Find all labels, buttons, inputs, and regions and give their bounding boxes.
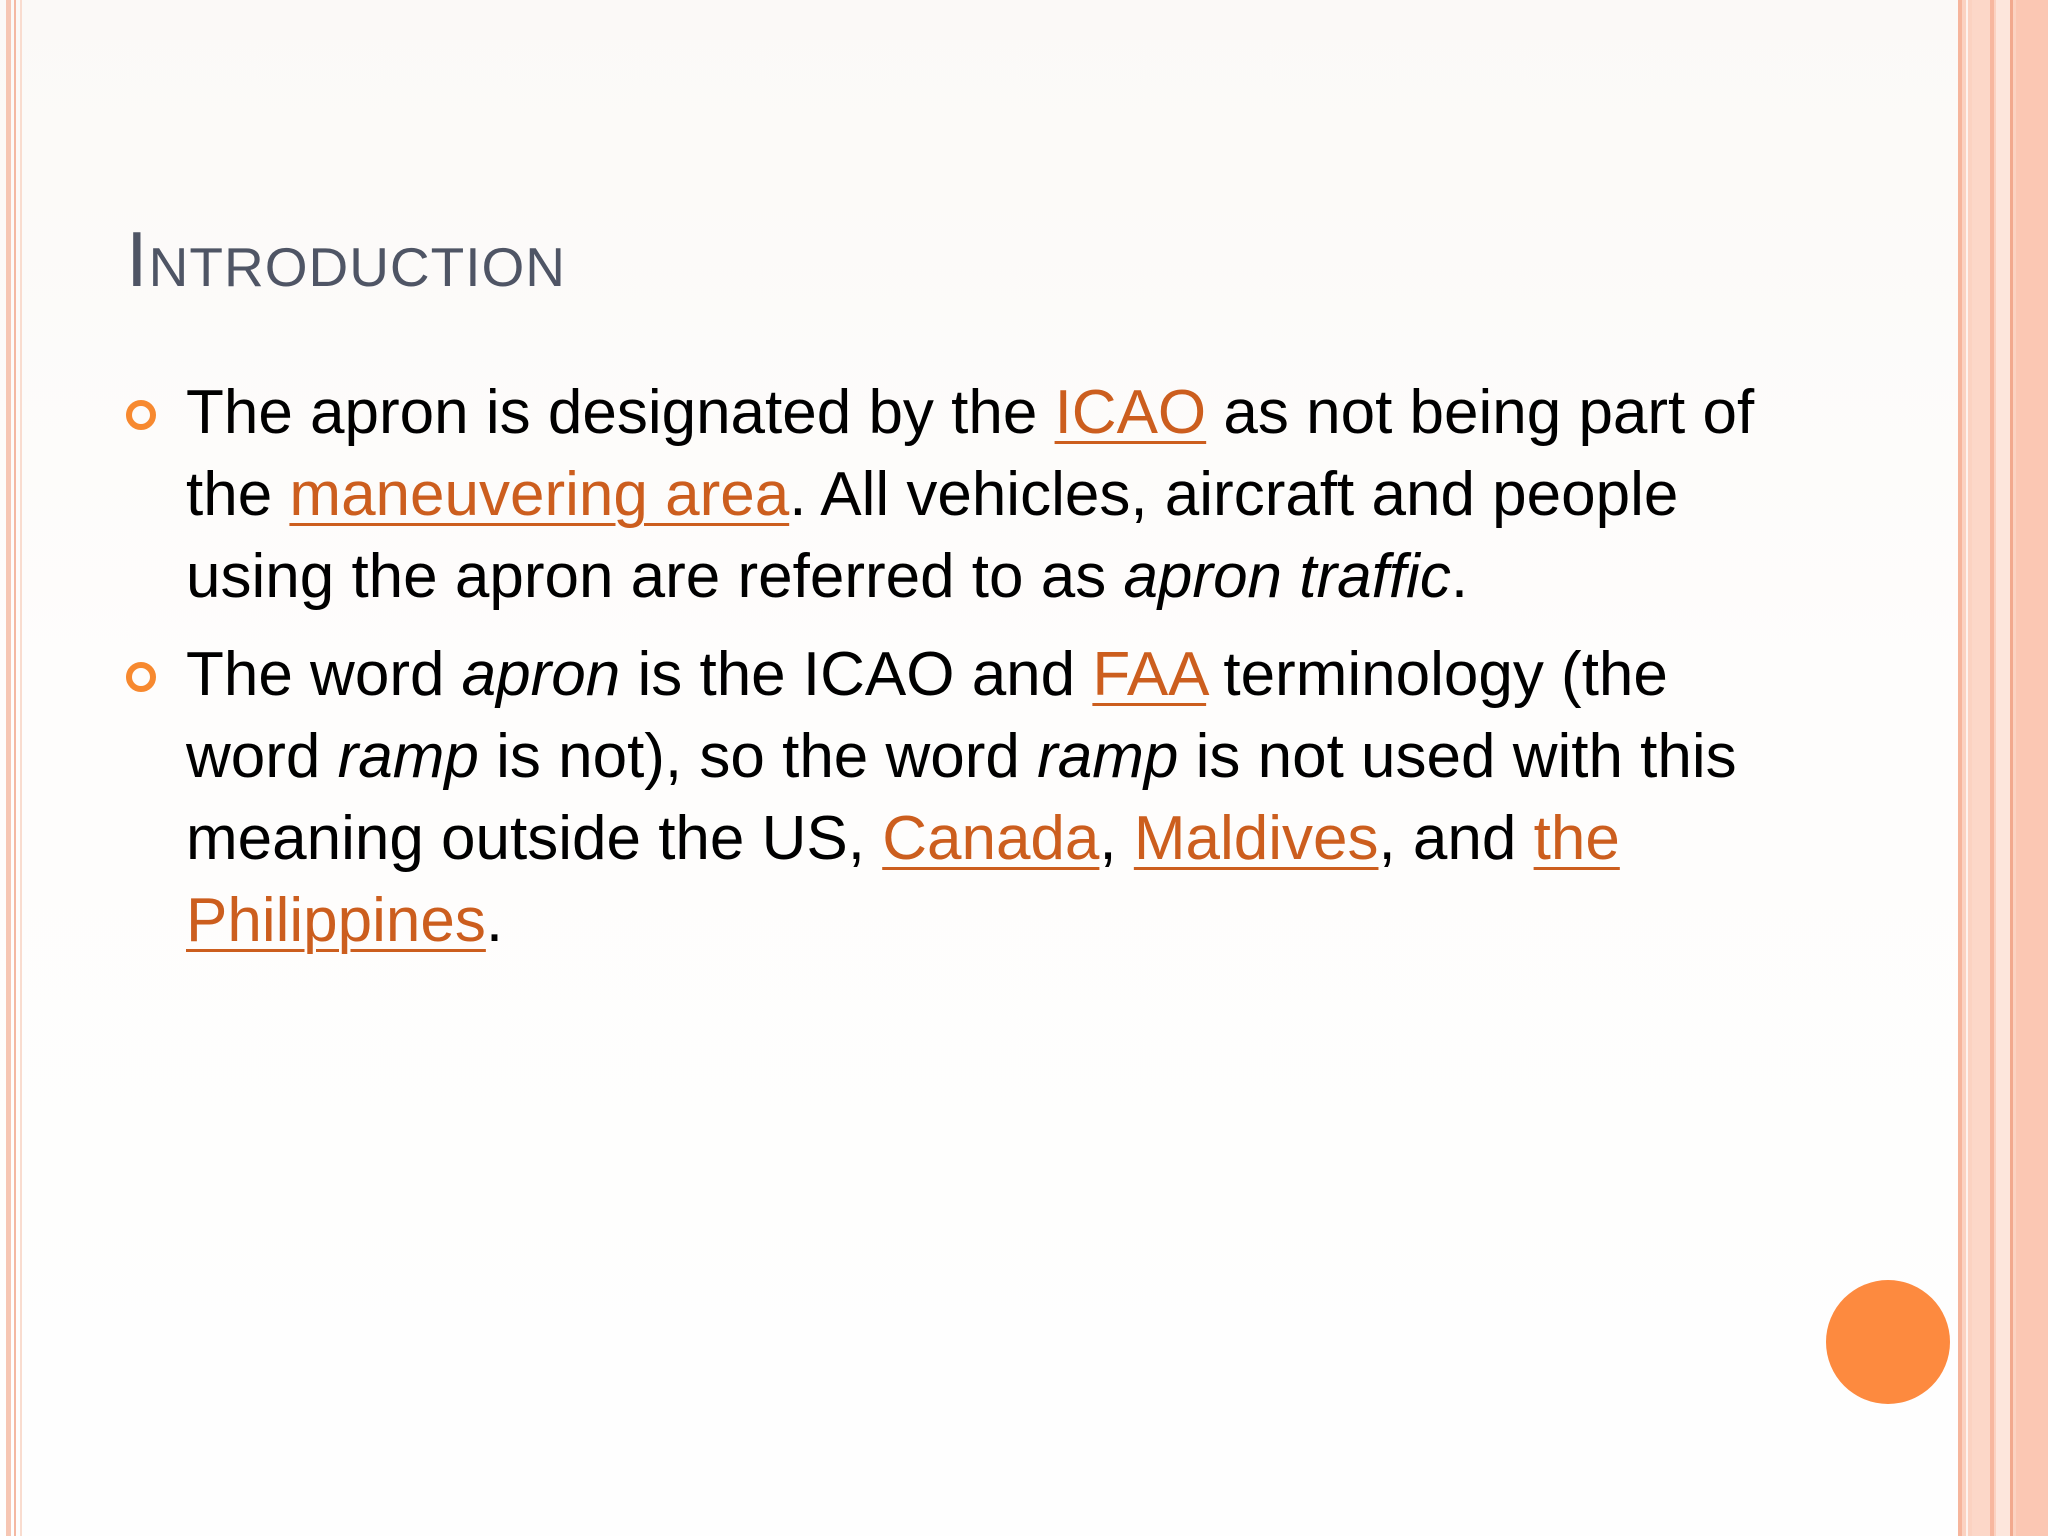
bullet-text: , and bbox=[1378, 804, 1534, 873]
bullet-text: The apron is designated by the bbox=[186, 378, 1055, 447]
bullet-text: is not), so the word bbox=[478, 722, 1038, 791]
hollow-circle-bullet-icon bbox=[126, 662, 156, 692]
right-decor-stripe bbox=[1990, 0, 1994, 1536]
link-maneuvering-area[interactable]: maneuvering area bbox=[289, 460, 790, 529]
emphasis-ramp: ramp bbox=[337, 722, 479, 791]
link-canada[interactable]: Canada bbox=[882, 804, 1100, 873]
bullet-text: is not used with this meaning outside the US, bbox=[186, 722, 1737, 873]
slide-title: Introduction bbox=[126, 215, 567, 303]
bullet-text: . bbox=[485, 886, 504, 955]
hollow-circle-bullet-icon bbox=[126, 400, 156, 430]
right-decor-stripe bbox=[2016, 0, 2048, 1536]
right-decor-stripe bbox=[2010, 0, 2013, 1536]
right-decor-stripe bbox=[1972, 0, 1990, 1536]
right-decor-stripe bbox=[1996, 0, 2010, 1536]
left-decor-stripe bbox=[14, 0, 16, 1536]
left-decor-stripe bbox=[6, 0, 11, 1536]
link-icao[interactable]: ICAO bbox=[1054, 378, 1207, 447]
orange-circle-decoration bbox=[1826, 1280, 1950, 1404]
bullet-text: as not being part of the bbox=[186, 378, 1755, 529]
link-maldives[interactable]: Maldives bbox=[1133, 804, 1379, 873]
right-decor-stripe bbox=[1958, 0, 1962, 1536]
link-philippines[interactable]: the Philippines bbox=[186, 804, 1620, 955]
link-faa[interactable]: FAA bbox=[1092, 640, 1207, 709]
bullet-list bbox=[126, 372, 1806, 978]
bullet-item bbox=[126, 372, 1806, 618]
left-decor-stripe bbox=[20, 0, 22, 1536]
bullet-item bbox=[126, 634, 1806, 962]
bullet-text: The word bbox=[186, 640, 462, 709]
emphasis-apron: apron bbox=[461, 640, 621, 709]
bullet-text: , bbox=[1099, 804, 1134, 873]
emphasis-ramp: ramp bbox=[1037, 722, 1179, 791]
bullet-text: . bbox=[1450, 542, 1469, 611]
emphasis-apron-traffic: apron traffic bbox=[1123, 542, 1451, 611]
bullet-text: terminology (the word bbox=[186, 640, 1668, 791]
bullet-text: . All vehicles, aircraft and people using the apron are referred to as bbox=[186, 460, 1679, 611]
right-decor-stripe bbox=[1966, 0, 1968, 1536]
bullet-text: is the ICAO and bbox=[620, 640, 1093, 709]
